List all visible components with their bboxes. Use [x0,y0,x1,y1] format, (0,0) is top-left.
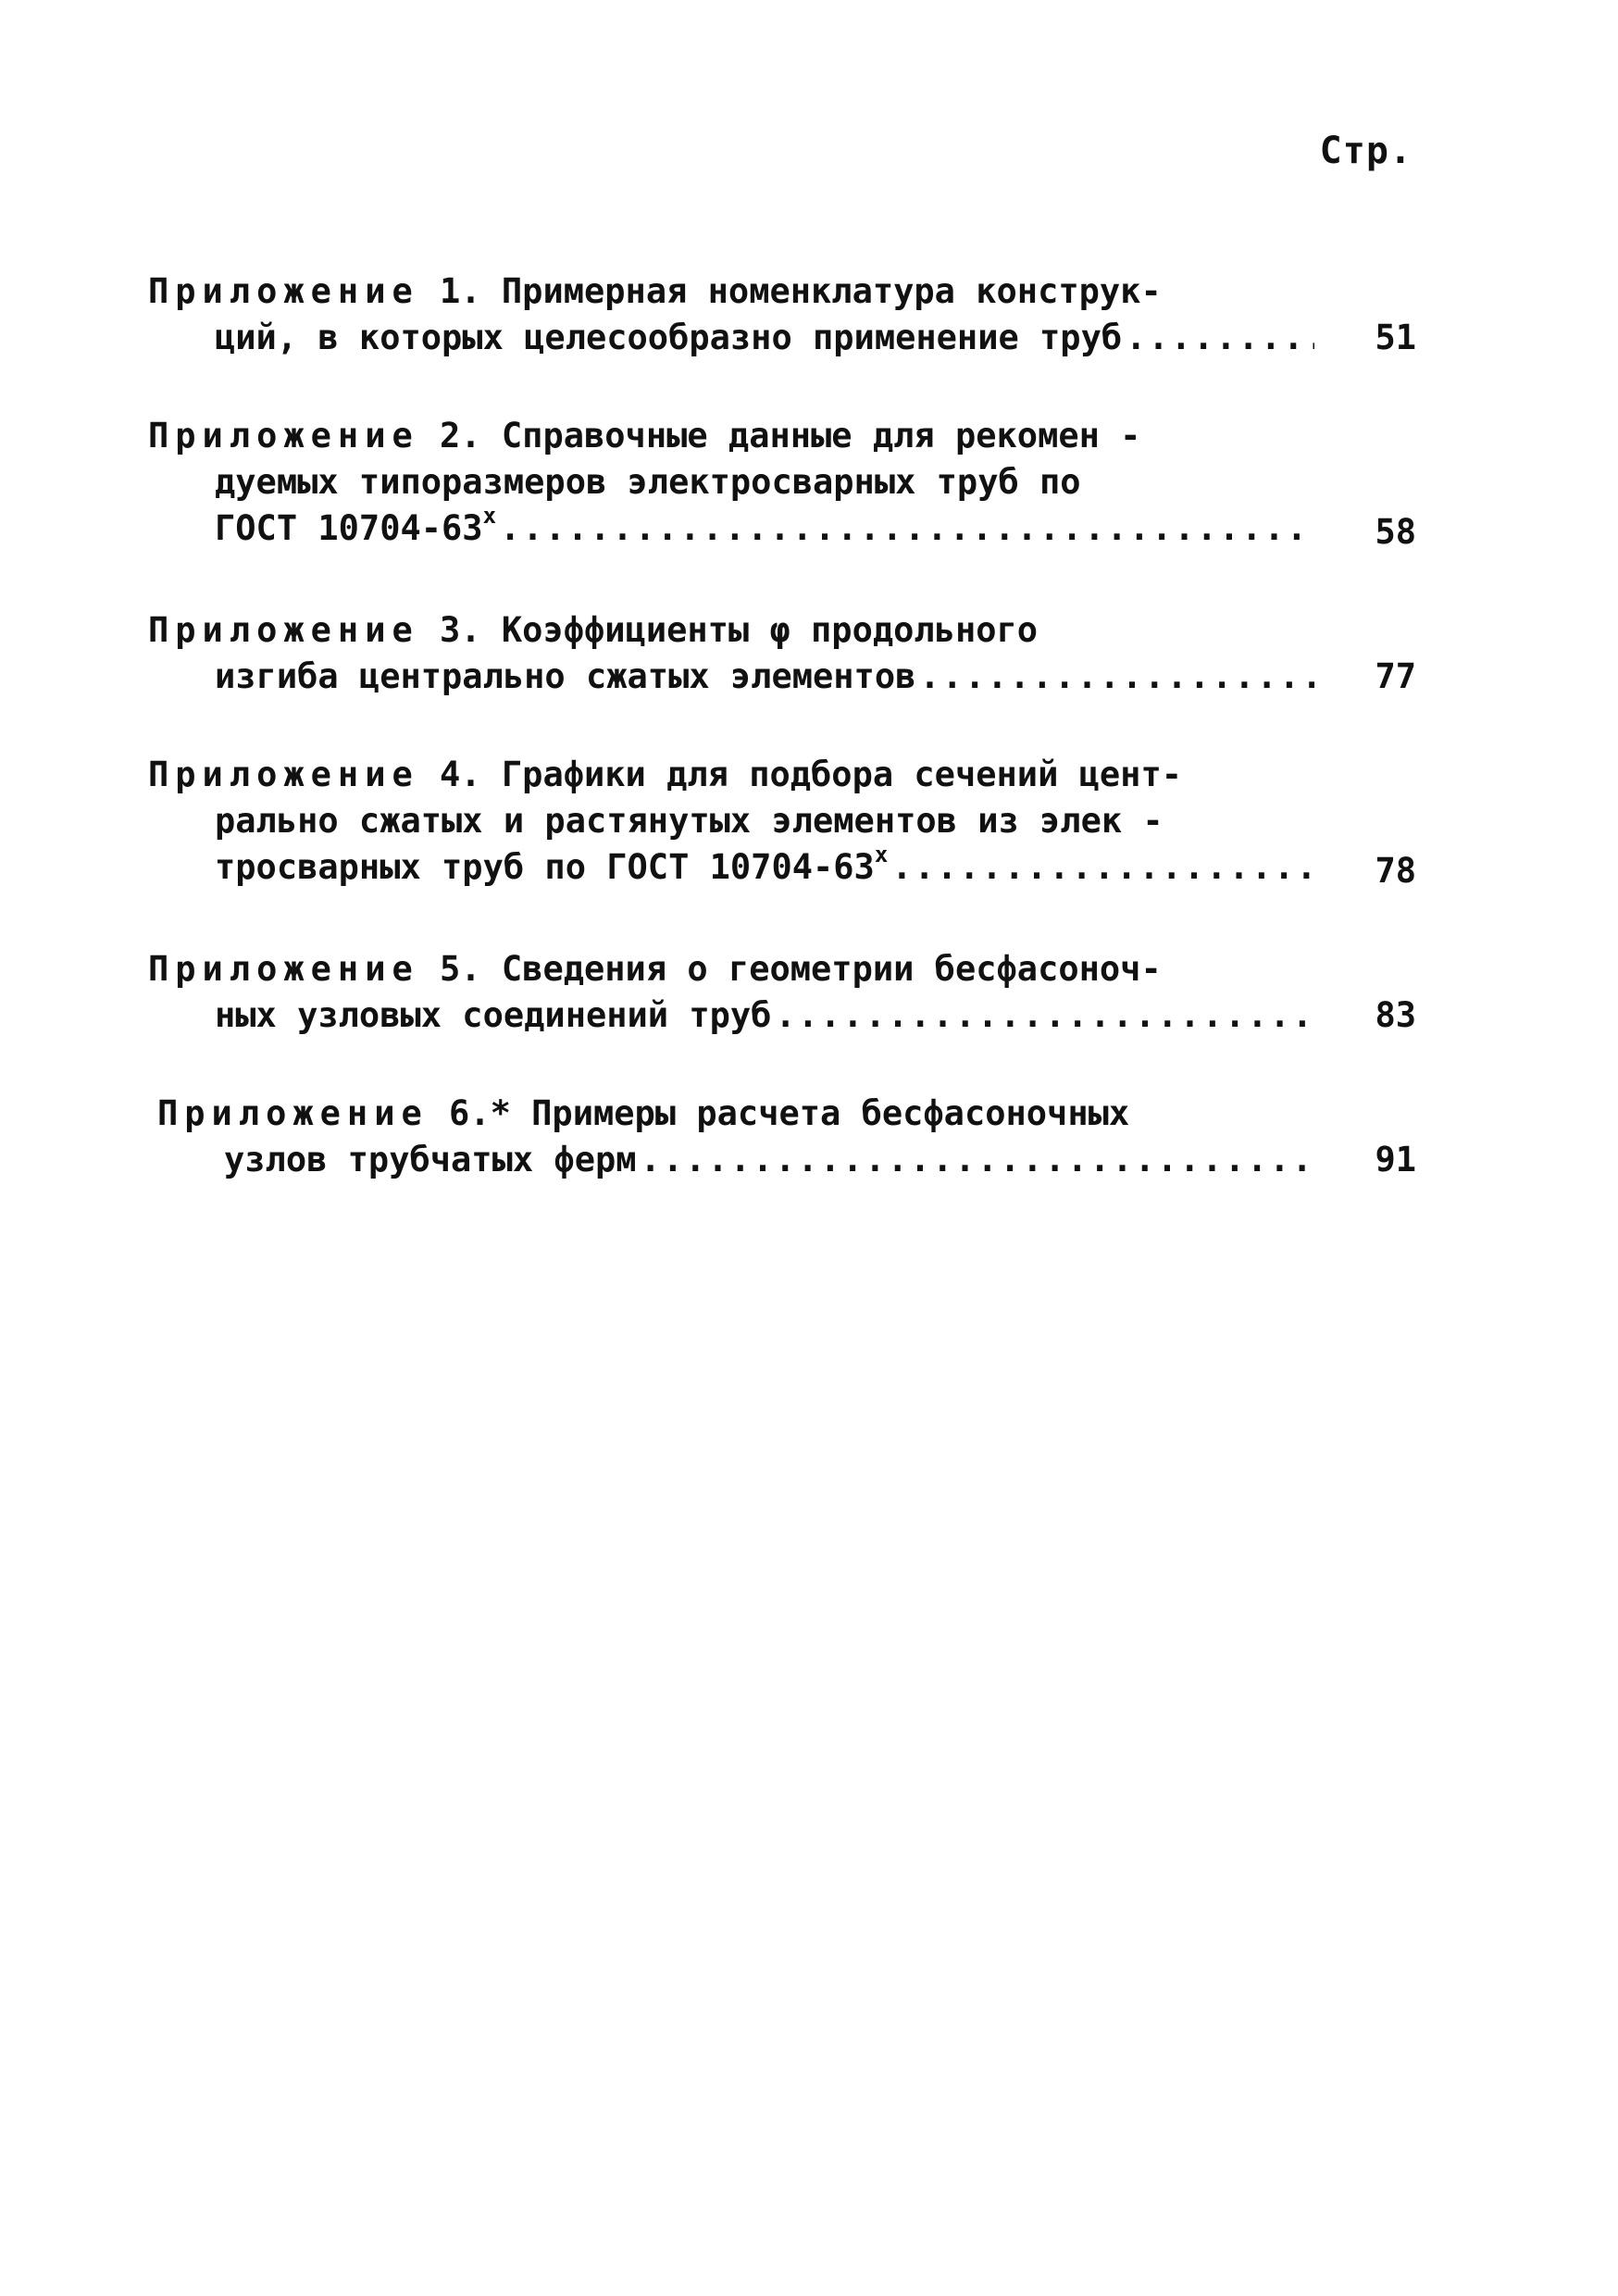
toc-entry-heading [148,946,1416,992]
toc-entry-5 [148,946,1416,1039]
appendix-number: 3. [440,610,481,650]
entry-title-line: тросварных труб по ГОСТ 10704-63 [215,847,875,887]
page-number: 83 [1375,995,1416,1035]
appendix-word: Приложение [148,949,419,989]
appendix-number: 5. [440,949,481,989]
toc-entry-heading [157,1091,1416,1137]
appendix-word: Приложение [157,1093,429,1133]
toc-entry-heading [148,752,1416,798]
appendix-word: Приложение [148,755,419,794]
entry-title-line: Сведения о геометрии бесфасоноч- [501,949,1162,989]
dot-leader [775,992,1314,1039]
superscript-mark: x [482,503,497,529]
toc-entry-6 [157,1091,1416,1183]
entry-title-line: Справочные данные для рекомен - [501,416,1141,455]
appendix-word: Приложение [148,610,419,650]
superscript-mark: x [874,842,889,867]
entry-last-line [148,654,1416,700]
page-number: 58 [1375,512,1416,552]
toc-entry-heading [148,268,1416,315]
entry-title-line: Примерная номенклатура конструк- [501,271,1162,311]
dot-leader [500,505,1314,552]
page-number: 91 [1375,1140,1416,1179]
appendix-number: 1. [440,271,481,311]
entry-title-line: Графики для подбора сечений цент- [501,755,1182,794]
dot-leader [891,844,1314,891]
entry-title-line: рально сжатых и растянутых элементов из элек - [215,801,1164,841]
entry-title-line: ных узловых соединений труб [215,995,772,1035]
entry-title-line: дуемых типоразмеров электросварных труб по [215,462,1081,502]
page-number: 78 [1375,851,1416,891]
entry-title-line: Примеры расчета бесфасоночных [531,1093,1130,1133]
entry-title-line: изгиба центрально сжатых элементов [215,656,916,696]
entry-title-line: Коэффициенты φ продольного [501,610,1039,650]
toc-entry-2 [148,413,1416,555]
entry-last-line [148,992,1416,1039]
entry-last-line [157,1137,1416,1183]
dot-leader [641,1137,1314,1183]
page-number: 51 [1375,318,1416,357]
toc-entry-1 [148,268,1416,361]
entry-title-line: ций, в которых целесообразно применение труб [215,318,1123,357]
appendix-number: 4. [440,755,481,794]
appendix-word: Приложение [148,271,419,311]
toc-entry-3 [148,607,1416,700]
appendix-number: 6.* [449,1093,511,1133]
page-number: 77 [1375,656,1416,696]
entry-last-line [148,844,1416,894]
toc-entry-heading [148,413,1416,459]
page-column-label: Стр. [1319,130,1413,172]
entry-title-line: узлов трубчатых ферм [224,1140,637,1179]
appendix-number: 2. [440,416,481,455]
table-of-contents [148,268,1416,1235]
entry-last-line [148,315,1416,361]
entry-title-line: ГОСТ 10704-63 [215,508,483,548]
dot-leader [919,654,1314,700]
appendix-word: Приложение [148,416,419,455]
toc-entry-heading [148,607,1416,654]
entry-last-line [148,505,1416,555]
dot-leader [1126,315,1314,361]
toc-entry-4 [148,752,1416,894]
